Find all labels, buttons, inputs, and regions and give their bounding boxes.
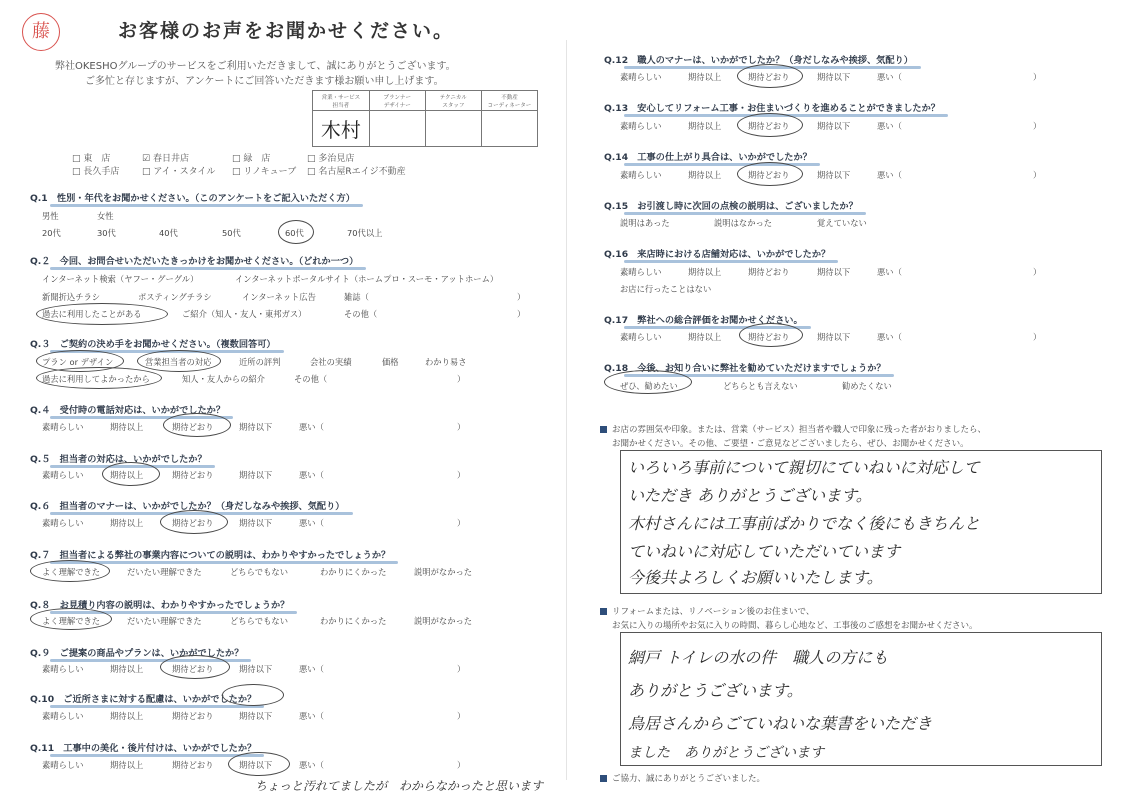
comment1-line-1: いろいろ事前について親切にていねいに対応して — [628, 458, 980, 477]
q1-ages — [42, 227, 442, 239]
q5-below[interactable]: 期待以下 — [239, 470, 273, 480]
q14-above[interactable]: 期待以上 — [688, 170, 722, 180]
q3-answer-circle-3 — [36, 367, 162, 389]
staff-name-handwritten: 木村 — [320, 118, 361, 142]
q7-mostly[interactable]: だいたい理解できた — [127, 567, 202, 577]
q2-newspaper[interactable]: 新聞折込チラシ — [42, 292, 101, 302]
comment1-line-3: 木村さんには工事前ばかりでなく後にもきちんと — [628, 514, 981, 533]
q10-title: Q.10 ご近所さまに対する配慮は、いかがでしたか？ — [30, 691, 256, 705]
q16-scale: 素晴らしい 期待以上 期待どおり 期待以下 悪い（ ） — [620, 267, 1042, 277]
q14-answer-circle — [737, 162, 803, 186]
q4-bad[interactable]: 悪い（ — [299, 422, 324, 432]
q15-not-explained[interactable]: 説明はなかった — [714, 218, 773, 228]
q5-above[interactable]: 期待以上 — [110, 470, 144, 480]
q17-above[interactable]: 期待以上 — [688, 332, 722, 342]
q11-title: Q.11 工事中の美化・後片付けは、いかがでしたか？ — [30, 740, 256, 754]
q13-expected[interactable]: 期待どおり — [748, 121, 790, 131]
q5-title: Q.５ 担当者の対応は、いかがでしたか？ — [30, 451, 207, 465]
q8-none[interactable]: 説明がなかった — [414, 616, 473, 626]
q11-scale: 素晴らしい 期待以上 期待どおり 期待以下 悪い（ ） — [42, 760, 466, 770]
q5-answer-circle — [102, 462, 160, 486]
q17-expected[interactable]: 期待どおり — [748, 332, 790, 342]
q6-below[interactable]: 期待以下 — [239, 518, 273, 528]
q1-female[interactable]: 女性 — [97, 211, 114, 221]
q12-above[interactable]: 期待以上 — [688, 72, 722, 82]
q3-row-2: 過去に利用してよかったから 知人・友人からの紹介 その他（ ） — [42, 374, 466, 384]
q9-scale: 素晴らしい 期待以上 期待どおり 期待以下 悪い（ ） — [42, 664, 466, 674]
q2-row-1 — [42, 273, 542, 285]
q17-below[interactable]: 期待以下 — [817, 332, 851, 342]
q17-answer-circle — [739, 323, 803, 347]
q3-reputation[interactable]: 近所の評判 — [239, 357, 281, 367]
q1-age-20s[interactable]: 20代 — [42, 228, 61, 238]
q4-expected[interactable]: 期待どおり — [172, 422, 214, 432]
q12-answer-circle — [737, 64, 803, 88]
branch-renocube[interactable]: □ リノキューブ — [232, 167, 297, 177]
q6-expected[interactable]: 期待どおり — [172, 518, 214, 528]
branch-kasugai[interactable]: ☑ 春日井店 — [142, 154, 189, 164]
q10-scale: 素晴らしい 期待以上 期待どおり 期待以下 悪い（ ） — [42, 711, 466, 721]
q13-above[interactable]: 期待以上 — [688, 121, 722, 131]
q14-scale: 素晴らしい 期待以上 期待どおり 期待以下 悪い（ ） — [620, 170, 1042, 180]
q10-bad[interactable]: 悪い（ — [299, 711, 324, 721]
square-bullet-icon — [600, 608, 607, 615]
q14-title: Q.14 工事の仕上がり具合は、いかがでしたか？ — [604, 149, 812, 163]
q15-options — [620, 217, 1050, 229]
q2-referral[interactable]: ご紹介（知人・友人・東邦ガス） — [182, 309, 307, 319]
q16-above[interactable]: 期待以上 — [688, 267, 722, 277]
q1-male[interactable]: 男性 — [42, 211, 59, 221]
q2-internet-search[interactable]: インターネット検索（ヤフー・グーグル） — [42, 274, 199, 284]
branch-nagakute[interactable]: □ 長久手店 — [72, 167, 120, 177]
q11-expected[interactable]: 期待どおり — [172, 760, 214, 770]
q2-answer-circle — [36, 303, 168, 325]
branch-tajimi[interactable]: □ 多治見店 — [307, 154, 355, 164]
q8-mostly[interactable]: だいたい理解できた — [127, 616, 202, 626]
q6-title: Q.６ 担当者のマナーは、いかがでしたか？（身だしなみや挨拶、気配り） — [30, 498, 345, 512]
comment2-line-1: 網戸 トイレの水の件 職人の方にも — [628, 648, 889, 667]
q16-expected[interactable]: 期待どおり — [748, 267, 790, 277]
q17-excellent[interactable]: 素晴らしい — [620, 332, 662, 342]
comment1-label: お店の雰囲気や印象。または、営業（サービス）担当者や職人で印象に残った者がおりましたら、 — [600, 423, 986, 435]
q8-hard[interactable]: わかりにくかった — [320, 616, 387, 626]
q16-bad[interactable]: 悪い（ — [877, 267, 902, 277]
q18-recommend[interactable]: ぜひ、勧めたい — [620, 381, 678, 391]
q3-referral[interactable]: 知人・友人からの紹介 — [182, 374, 265, 384]
q13-scale: 素晴らしい 期待以上 期待どおり 期待以下 悪い（ ） — [620, 121, 1042, 131]
q17-title: Q.17 弊社への総合評価をお聞かせください。 — [604, 312, 803, 326]
q5-expected[interactable]: 期待どおり — [172, 470, 214, 480]
q6-excellent[interactable]: 素晴らしい — [42, 518, 84, 528]
q9-excellent[interactable]: 素晴らしい — [42, 664, 84, 674]
intro-line-1: 弊社OKESHOグループのサービスをご利用いただきまして、誠にありがとうございます。 — [55, 61, 456, 72]
company-seal: 藤 — [22, 13, 60, 51]
q11-below[interactable]: 期待以下 — [239, 760, 273, 770]
staff-table: 営業・サービス 担当者 プランナー デザイナー テクニカル スタッフ 不動産 コーディネーター 木村 — [312, 90, 538, 147]
q7-well[interactable]: よく理解できた — [42, 567, 101, 577]
q11-excellent[interactable]: 素晴らしい — [42, 760, 84, 770]
q14-bad[interactable]: 悪い（ — [877, 170, 902, 180]
square-bullet-icon — [600, 426, 607, 433]
branch-istyle[interactable]: □ アイ・スタイル — [142, 167, 216, 177]
q3-track-record[interactable]: 会社の実績 — [310, 357, 352, 367]
q15-dont-remember[interactable]: 覚えていない — [817, 218, 867, 228]
q7-title: Q.７ 担当者による弊社の事業内容についての説明は、わかりやすかったでしょうか？ — [30, 547, 390, 561]
q1-age-50s[interactable]: 50代 — [222, 228, 241, 238]
q11-above[interactable]: 期待以上 — [110, 760, 144, 770]
q10-above[interactable]: 期待以上 — [110, 711, 144, 721]
comment2-line-3: 鳥居さんからごていねいな葉書をいただき — [628, 714, 933, 733]
q3-past-good[interactable]: 過去に利用してよかったから — [42, 374, 150, 384]
q6-above[interactable]: 期待以上 — [110, 518, 144, 528]
q1-age-30s[interactable]: 30代 — [97, 228, 116, 238]
q4-above[interactable]: 期待以上 — [110, 422, 144, 432]
q3-clarity[interactable]: わかり易さ — [425, 357, 467, 367]
q14-excellent[interactable]: 素晴らしい — [620, 170, 662, 180]
q12-expected[interactable]: 期待どおり — [748, 72, 790, 82]
q1-age-70s[interactable]: 70代以上 — [347, 228, 383, 238]
q10-below[interactable]: 期待以下 — [239, 711, 273, 721]
q17-bad[interactable]: 悪い（ — [877, 332, 902, 342]
q4-title: Q.４ 受付時の電話対応は、いかがでしたか？ — [30, 402, 225, 416]
q16-below[interactable]: 期待以下 — [817, 267, 851, 277]
q12-below[interactable]: 期待以下 — [817, 72, 851, 82]
comment1-line-2: いただき ありがとうございます。 — [628, 486, 872, 505]
q9-below[interactable]: 期待以下 — [239, 664, 273, 674]
q10-expected[interactable]: 期待どおり — [172, 711, 214, 721]
q6-scale: 素晴らしい 期待以上 期待どおり 期待以下 悪い（ ） — [42, 518, 466, 528]
q10-excellent[interactable]: 素晴らしい — [42, 711, 84, 721]
comment2-label-2: お気に入りの場所やお気に入りの時間、暮らし心地など、工事後のご感想をお聞かせください。 — [612, 621, 978, 631]
q12-title: Q.12 職人のマナーは、いかがでしたか？（身だしなみや挨拶、気配り） — [604, 52, 913, 66]
q11-answer-circle — [228, 752, 290, 776]
q5-bad[interactable]: 悪い（ — [299, 470, 324, 480]
q8-title: Q.８ お見積り内容の説明は、わかりやすかったでしょうか？ — [30, 597, 289, 611]
q16-excellent[interactable]: 素晴らしい — [620, 267, 662, 277]
q3-other[interactable]: その他（ — [294, 374, 328, 384]
q8-well[interactable]: よく理解できた — [42, 616, 101, 626]
q5-scale: 素晴らしい 期待以上 期待どおり 期待以下 悪い（ ） — [42, 470, 466, 480]
q2-title: Q.２ 今回、お問合せいただいたきっかけをお聞かせください。（どれか一つ） — [30, 253, 358, 267]
q1-title: Q.1 性別・年代をお聞かせください。（このアンケートをご記入いただく方） — [30, 190, 355, 204]
intro-line-2: ご多忙と存じますが、アンケートにご回答いただきます様お願い申し上げます。 — [85, 76, 444, 87]
q3-plan-design[interactable]: プラン or デザイン — [42, 357, 114, 367]
staff-header-technical: テクニカル — [439, 94, 467, 101]
q18-title: Q.18 今後、お知り合いに弊社を勧めていただけますでしょうか？ — [604, 360, 886, 374]
q16-never-visited[interactable]: お店に行ったことはない — [620, 284, 712, 294]
q9-above[interactable]: 期待以上 — [110, 664, 144, 674]
branch-nagoya[interactable]: □ 名古屋Rエイジ不動産 — [307, 167, 406, 177]
branch-checklist — [72, 151, 432, 179]
q6-answer-circle — [160, 510, 228, 534]
q14-expected[interactable]: 期待どおり — [748, 170, 790, 180]
q11-handwritten-note: ちょっと汚れてましたが わからなかったと思います — [255, 779, 544, 793]
q7-neutral[interactable]: どちらでもない — [230, 567, 288, 577]
q13-below[interactable]: 期待以下 — [817, 121, 851, 131]
footer-thanks: ご協力、誠にありがとうございました。 — [600, 772, 765, 784]
branch-midori[interactable]: □ 緑 店 — [232, 154, 271, 164]
staff-header-realestate: 不動産 — [501, 94, 518, 101]
q16-title: Q.16 来店時における店舗対応は、いかがでしたか？ — [604, 246, 830, 260]
q7-answer-circle — [30, 560, 110, 582]
branch-higashi[interactable]: □ 東 店 — [72, 154, 111, 164]
q14-below[interactable]: 期待以下 — [817, 170, 851, 180]
q4-below[interactable]: 期待以下 — [239, 422, 273, 432]
q12-scale: 素晴らしい 期待以上 期待どおり 期待以下 悪い（ ） — [620, 72, 1042, 82]
q2-magazine[interactable]: 雑誌（ — [344, 292, 369, 302]
q12-bad[interactable]: 悪い（ — [877, 72, 902, 82]
comment1-label-2: お聞かせください。その他、ご要望・ご意見などございましたら、ぜひ、お聞かせください。 — [612, 439, 969, 449]
q7-scale — [42, 566, 502, 578]
comment2-line-4: ました ありがとうございます — [628, 745, 824, 761]
q9-answer-circle — [160, 655, 230, 679]
q1-gender — [42, 210, 242, 222]
q2-web-ad[interactable]: インターネット広告 — [242, 292, 316, 302]
q2-portal[interactable]: インターネットポータルサイト（ホームプロ・スーモ・アットホーム） — [235, 274, 499, 284]
q7-none[interactable]: 説明がなかった — [414, 567, 473, 577]
q15-explained[interactable]: 説明はあった — [620, 218, 670, 228]
q2-row-2: 新聞折込チラシ ポスティングチラシ インターネット広告 雑誌（ ） — [42, 292, 526, 302]
q18-neutral[interactable]: どちらとも言えない — [723, 381, 798, 391]
q1-age-60s[interactable]: 60代 — [285, 228, 304, 238]
q10-answer-circle — [222, 684, 284, 706]
q2-other[interactable]: その他（ — [344, 309, 378, 319]
q7-hard[interactable]: わかりにくかった — [320, 567, 387, 577]
q18-answer-circle — [604, 370, 692, 394]
q6-bad[interactable]: 悪い（ — [299, 518, 324, 528]
q4-answer-circle — [163, 413, 231, 437]
comment2-line-2: ありがとうございます。 — [628, 681, 803, 700]
q8-neutral[interactable]: どちらでもない — [230, 616, 288, 626]
q13-title: Q.13 安心してリフォーム工事・お住まいづくりを進めることができましたか？ — [604, 100, 940, 114]
staff-header-planner: プランナー — [383, 94, 411, 101]
q9-title: Q.９ ご提案の商品やプランは、いかがでしたか？ — [30, 645, 243, 659]
q3-price[interactable]: 価格 — [382, 357, 399, 367]
comment2-label: リフォームまたは、リノベーション後のお住まいで、 — [600, 605, 814, 617]
comment1-line-4: ていねいに対応していただいています — [628, 542, 901, 561]
page-divider — [566, 40, 567, 780]
q2-row-3: 過去に利用したことがある ご紹介（知人・友人・東邦ガス） その他（ ） — [42, 309, 526, 319]
comment1-line-5: 今後共よろしくお願いいたします。 — [628, 568, 883, 587]
q17-scale: 素晴らしい 期待以上 期待どおり 期待以下 悪い（ ） — [620, 332, 1042, 342]
q11-bad[interactable]: 悪い（ — [299, 760, 324, 770]
q8-answer-circle — [30, 608, 112, 630]
q4-scale: 素晴らしい 期待以上 期待どおり 期待以下 悪い（ ） — [42, 422, 466, 432]
q13-answer-circle — [737, 113, 803, 137]
page-title: お客様のお声をお聞かせください。 — [118, 20, 455, 42]
q2-posting[interactable]: ポスティングチラシ — [138, 292, 212, 302]
q15-title: Q.15 お引渡し時に次回の点検の説明は、ございましたか？ — [604, 198, 858, 212]
q3-sales-rep[interactable]: 営業担当者の対応 — [145, 357, 212, 367]
q18-not-recommend[interactable]: 勧めたくない — [842, 381, 892, 391]
staff-header-sales: 営業・サービス — [321, 94, 361, 101]
q1-age-40s[interactable]: 40代 — [159, 228, 178, 238]
q1-answer-circle — [278, 220, 314, 244]
q13-excellent[interactable]: 素晴らしい — [620, 121, 662, 131]
q9-bad[interactable]: 悪い（ — [299, 664, 324, 674]
q4-excellent[interactable]: 素晴らしい — [42, 422, 84, 432]
q9-expected[interactable]: 期待どおり — [172, 664, 214, 674]
square-bullet-icon — [600, 775, 607, 782]
q13-bad[interactable]: 悪い（ — [877, 121, 902, 131]
q5-excellent[interactable]: 素晴らしい — [42, 470, 84, 480]
q3-answer-circle-2 — [137, 350, 221, 372]
q3-title: Q.３ ご契約の決め手をお聞かせください。（複数回答可） — [30, 336, 276, 350]
q2-past-use[interactable]: 過去に利用したことがある — [42, 309, 142, 319]
q12-excellent[interactable]: 素晴らしい — [620, 72, 662, 82]
